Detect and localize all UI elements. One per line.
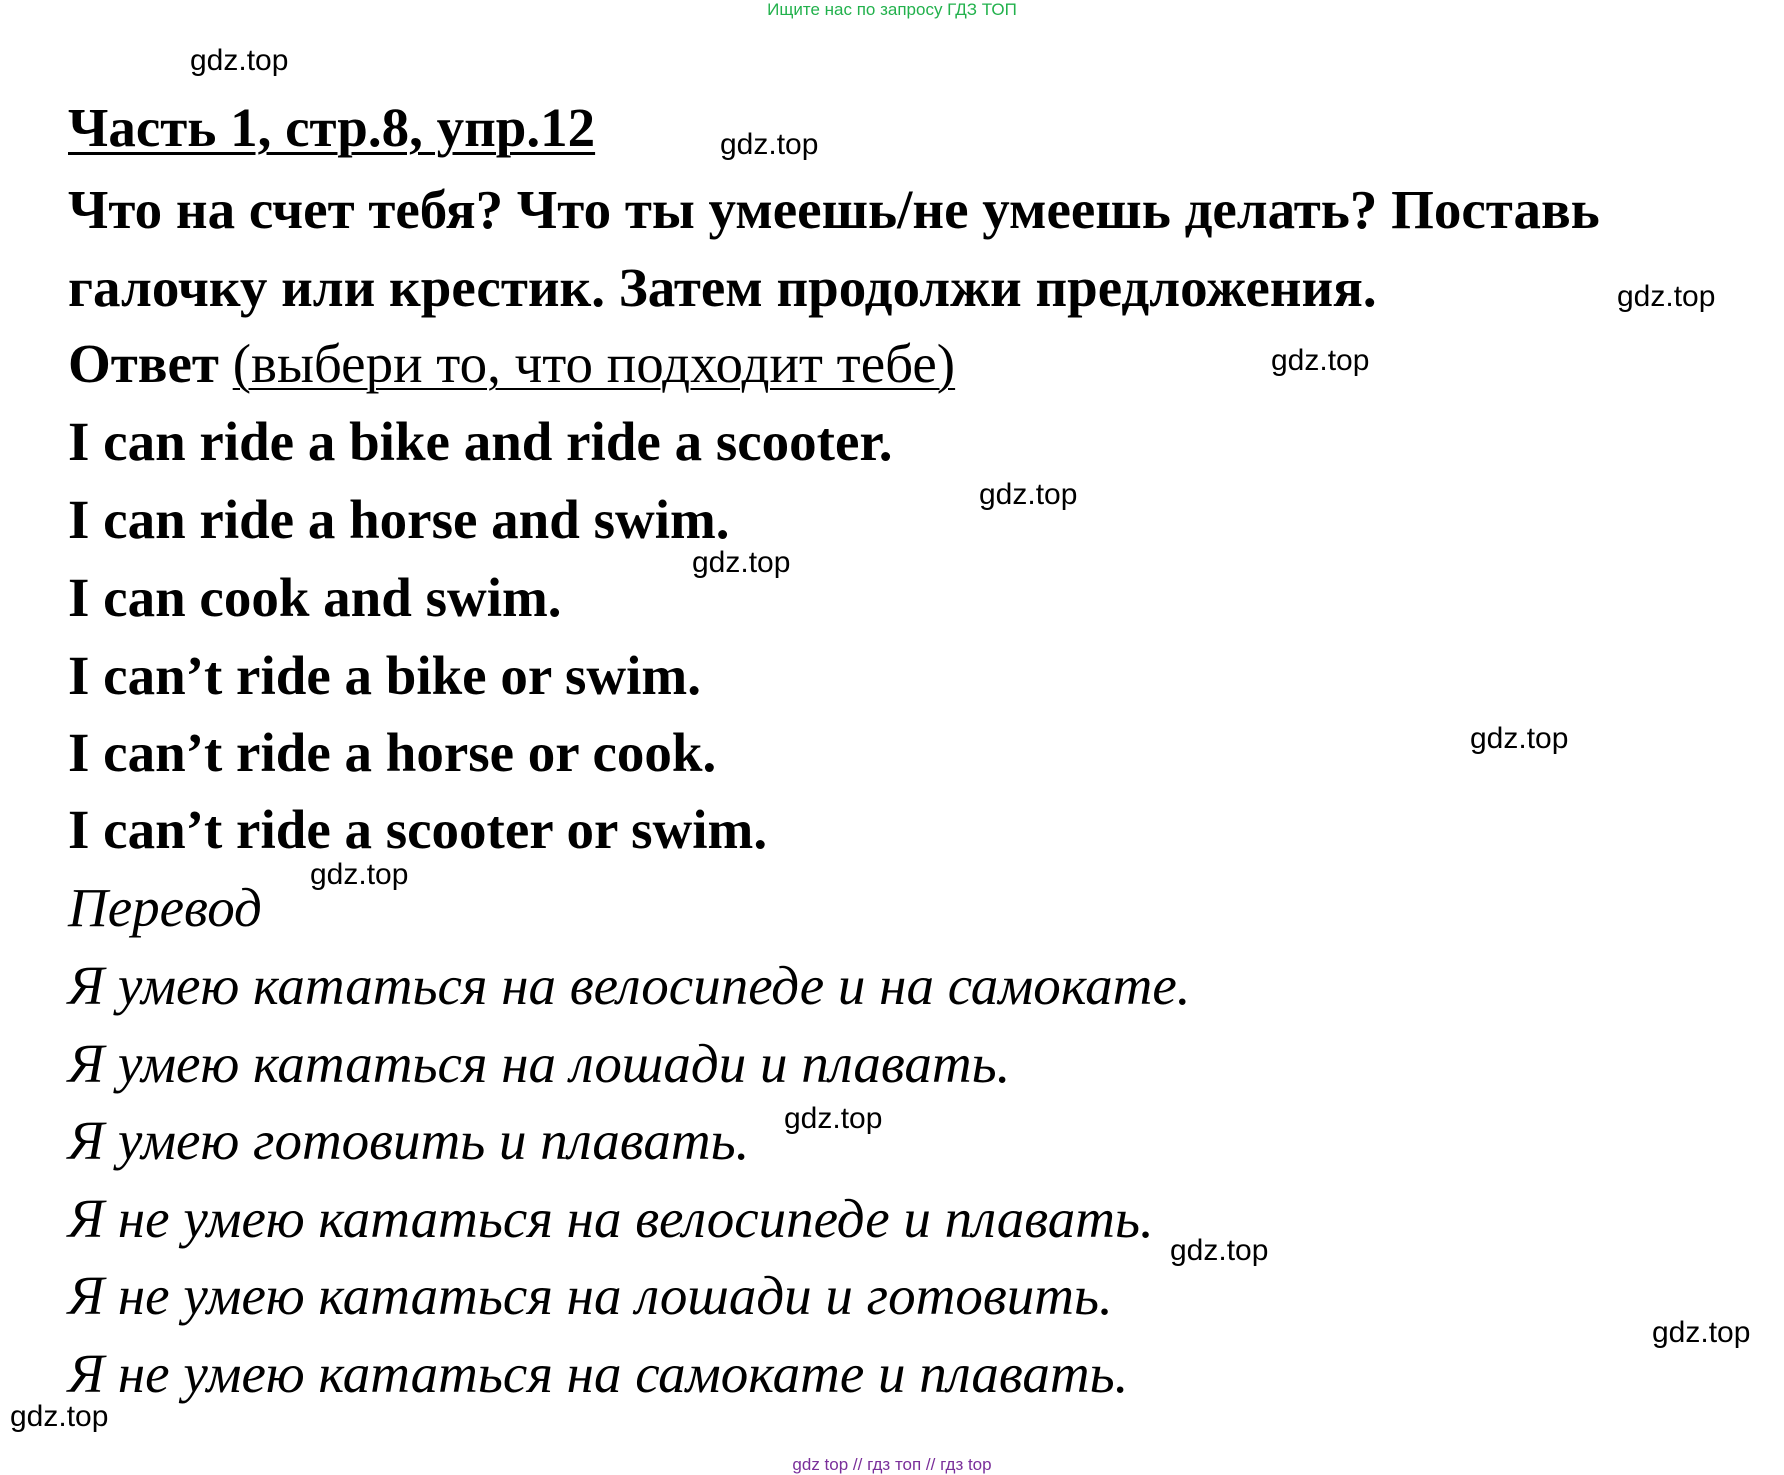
answer-line: I can cook and swim. [68,567,562,628]
page-title: Часть 1, стр.8, упр.12 [68,97,596,158]
watermark: gdz.top [692,546,791,579]
footer: gdz top // гдз топ // гдз top [792,1455,992,1474]
answer-hint: (выбери то, что подходит тебе) [232,333,956,394]
translation-line: Я не умею кататься на самокате и плавать. [68,1343,1129,1404]
task-line: галочку или крестик. Затем продолжи предложения. [68,257,1377,318]
watermark: gdz.top [979,478,1078,511]
translation-line: Я умею готовить и плавать. [68,1110,750,1171]
watermark: gdz.top [310,858,409,891]
answer-line: I can ride a bike and ride a scooter. [68,411,893,472]
translation-line: Я умею кататься на лошади и плавать. [68,1033,1011,1094]
task-line: Что на счет тебя? Что ты умеешь/не умеешь делать? Поставь [68,179,1600,240]
translation-label: Перевод [68,877,262,938]
answer-heading [68,333,956,394]
translation-line: Я не умею кататься на велосипеде и плавать. [68,1188,1154,1249]
translation-line: Я умею кататься на велосипеде и на самокате. [68,955,1191,1016]
answer-line: I can’t ride a bike or swim. [68,645,701,706]
watermark: gdz.top [1470,722,1569,755]
watermark: gdz.top [1170,1234,1269,1267]
watermark: gdz.top [1271,344,1370,377]
watermark: gdz.top [1652,1316,1751,1349]
answer-label: Ответ [68,333,219,394]
answer-line: I can’t ride a scooter or swim. [68,799,768,860]
watermark: gdz.top [784,1102,883,1135]
answer-line: I can ride a horse and swim. [68,489,730,550]
watermark: gdz.top [720,128,819,161]
watermark: gdz.top [10,1400,109,1433]
watermark: gdz.top [1617,280,1716,313]
answer-line: I can’t ride a horse or cook. [68,722,717,783]
watermark: gdz.top [190,44,289,77]
top-banner: Ищите нас по запросу ГДЗ ТОП [767,0,1017,19]
translation-line: Я не умею кататься на лошади и готовить. [68,1265,1113,1326]
